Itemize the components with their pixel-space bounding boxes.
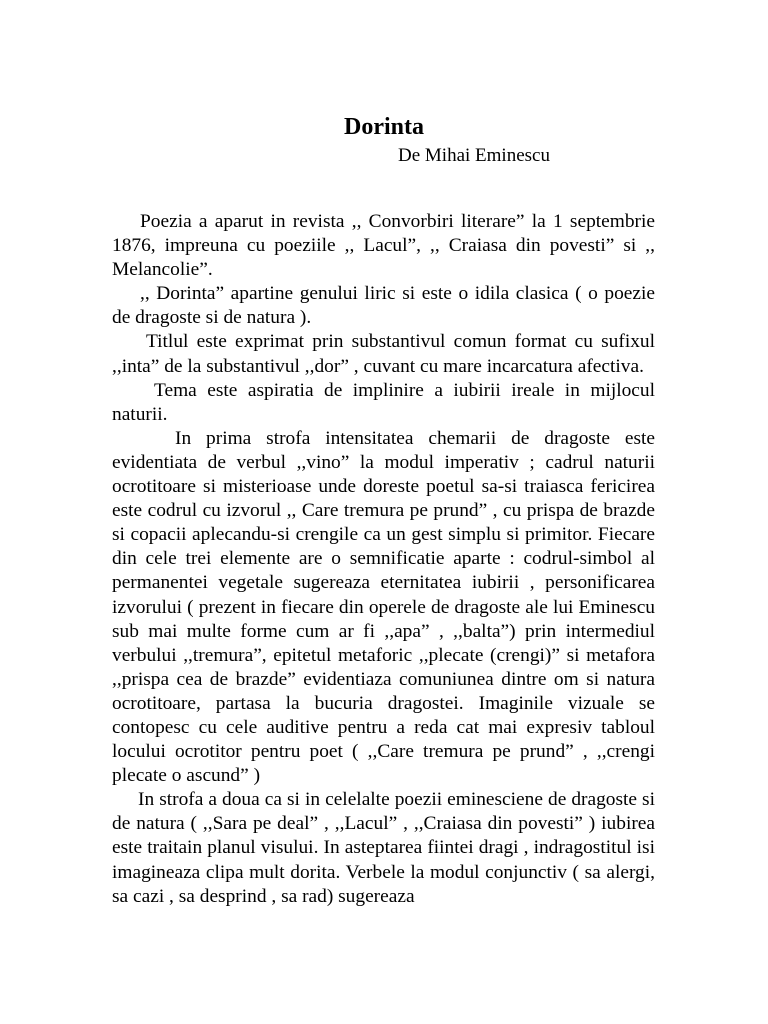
paragraph-title-analysis: Titlul este exprimat prin substantivul comun format cu sufixul ,,inta” de la substantivul ,,dor” , cuvant cu mare incarcatura afectiva. bbox=[112, 331, 655, 377]
document-title: Dorinta bbox=[344, 114, 424, 140]
document-body bbox=[112, 210, 655, 909]
paragraph-genre: ,, Dorinta” apartine genului liric si este o idila clasica ( o poezie de dragoste si de natura ). bbox=[112, 283, 655, 329]
document-author: De Mihai Eminescu bbox=[398, 145, 550, 166]
paragraph-theme: Tema este aspiratia de implinire a iubirii ireale in mijlocul naturii. bbox=[112, 379, 655, 425]
paragraph-second-stanza: In strofa a doua ca si in celelalte poezii eminesciene de dragoste si de natura ( ,,Sara pe deal” , ,,Lacul” , ,,Craiasa din povesti” ) iubirea este traitain planul visului. In asteptarea fiintei dragi , indragostitul isi imagineaza clipa mult dorita. Verbele la modul conjunctiv ( sa alergi, sa cazi , sa desprind , sa rad) sugereaza bbox=[112, 789, 655, 907]
paragraph-first-stanza: In prima strofa intensitatea chemarii de dragoste este evidentiata de verbul ,,vino” la modul imperativ ; cadrul naturii ocrotitoare si misterioase unde doreste poetul sa-si traiasca fericirea este codrul cu izvorul ,, Care tremura pe prund” , cu prispa de brazde si copacii aplecandu-si crengile ca un gest simplu si primitor. Fiecare din cele trei elemente are o semnificatie aparte : codrul-simbol al permanentei vegetale sugereaza eternitatea iubirii , personificarea izvorului ( prezent in fiecare din operele de dragoste ale lui Eminescu sub mai multe forme cum ar fi ,,apa” , ,,balta”) prin intermediul verbului ,,tremura”, epitetul metaforic ,,plecate (crengi)” si metafora ,,prispa cea de brazde” evidentiaza comuniunea dintre om si natura ocrotitoare, partasa la bucuria dragostei. Imaginile vizuale se contopesc cu cele auditive pentru a reda cat mai expresiv tabloul locului ocrotitor pentru poet ( ,,Care tremura pe prund” , ,,crengi plecate o ascund” ) bbox=[112, 427, 655, 787]
paragraph-publication: Poezia a aparut in revista ,, Convorbiri literare” la 1 septembrie 1876, impreuna cu poeziile ,, Lacul”, ,, Craiasa din povesti” si ,, Melancolie”. bbox=[112, 211, 655, 281]
